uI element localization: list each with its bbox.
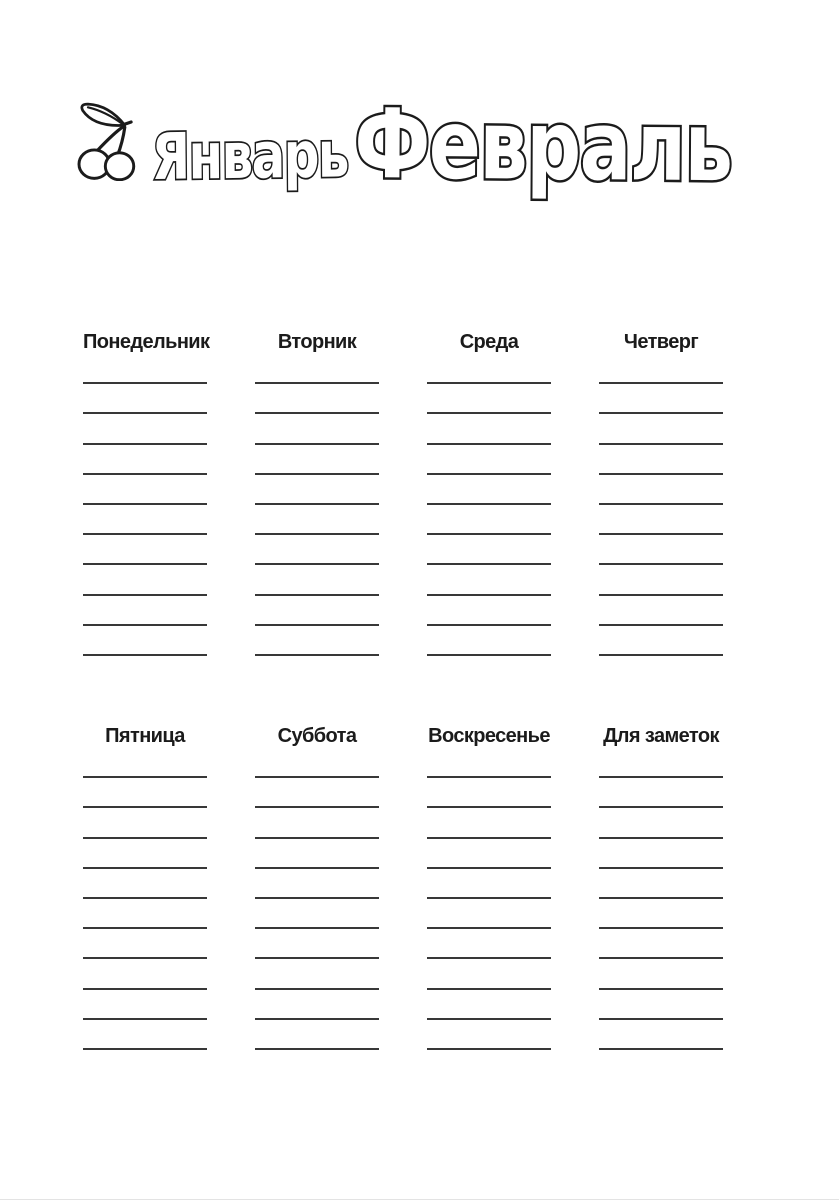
writing-line [255,535,379,565]
writing-line [599,565,723,595]
writing-line [599,990,723,1020]
writing-line [255,808,379,838]
week-section-2-lines [83,748,723,1050]
writing-line [83,626,207,656]
writing-line [599,596,723,626]
writing-line [427,354,551,384]
writing-line [255,354,379,384]
writing-line [427,990,551,1020]
lines-column-wednesday [427,354,551,656]
writing-line [599,808,723,838]
writing-line [255,778,379,808]
day-header-monday: Понедельник [83,331,210,353]
writing-line [599,1020,723,1050]
writing-line [599,354,723,384]
writing-line [83,748,207,778]
writing-line [255,959,379,989]
writing-line [427,748,551,778]
writing-line [83,899,207,929]
writing-line [83,535,207,565]
writing-line [427,899,551,929]
writing-line [427,475,551,505]
writing-line [83,808,207,838]
notes-header: Для заметок [603,725,719,747]
writing-line [255,475,379,505]
month-title-february: Февраль [353,88,732,204]
writing-line [599,445,723,475]
day-header-friday: Пятница [105,725,185,747]
writing-line [255,1020,379,1050]
writing-line [427,414,551,444]
day-header-wednesday: Среда [459,331,519,353]
writing-line [83,959,207,989]
lines-column-thursday [599,354,723,656]
writing-line [255,869,379,899]
lines-column-friday [83,748,207,1050]
writing-line [83,778,207,808]
writing-line [255,839,379,869]
month-title-january: Январь [151,118,349,195]
writing-line [255,929,379,959]
day-header-thursday: Четверг [623,331,699,353]
lines-column-tuesday [255,354,379,656]
writing-line [83,384,207,414]
writing-line [427,565,551,595]
week-section-2-headers [83,725,723,748]
writing-line [255,899,379,929]
day-header-sunday: Воскресенье [428,725,550,747]
writing-line [83,990,207,1020]
writing-line [83,839,207,869]
writing-line [427,778,551,808]
writing-line [599,778,723,808]
writing-line [83,869,207,899]
writing-line [83,475,207,505]
day-header-saturday: Суббота [277,725,357,747]
writing-line [427,869,551,899]
writing-line [599,384,723,414]
writing-line [599,414,723,444]
week-section-1-lines [83,354,723,656]
writing-line [255,384,379,414]
lines-column-monday [83,354,207,656]
writing-line [255,990,379,1020]
lines-column-sunday [427,748,551,1050]
writing-line [255,565,379,595]
writing-line [599,475,723,505]
writing-line [255,445,379,475]
writing-line [255,596,379,626]
lines-column-notes [599,748,723,1050]
writing-line [427,808,551,838]
writing-line [599,748,723,778]
writing-line [83,565,207,595]
writing-line [255,626,379,656]
writing-line [83,596,207,626]
writing-line [427,384,551,414]
writing-line [427,1020,551,1050]
writing-line [83,414,207,444]
writing-line [427,505,551,535]
title-row [0,0,839,204]
writing-line [427,959,551,989]
writing-line [599,505,723,535]
writing-line [599,959,723,989]
writing-line [427,929,551,959]
writing-line [83,1020,207,1050]
writing-line [427,839,551,869]
writing-line [599,535,723,565]
writing-line [427,626,551,656]
writing-line [255,748,379,778]
writing-line [599,929,723,959]
writing-line [83,445,207,475]
writing-line [599,839,723,869]
writing-line [83,929,207,959]
lines-column-saturday [255,748,379,1050]
cherries-icon [77,101,141,181]
writing-line [255,505,379,535]
writing-line [83,354,207,384]
writing-line [427,596,551,626]
writing-line [599,899,723,929]
day-header-tuesday: Вторник [277,331,357,353]
writing-line [427,535,551,565]
week-section-1-headers [83,331,723,354]
writing-line [599,869,723,899]
writing-line [255,414,379,444]
writing-line [599,626,723,656]
writing-line [83,505,207,535]
writing-line [427,445,551,475]
